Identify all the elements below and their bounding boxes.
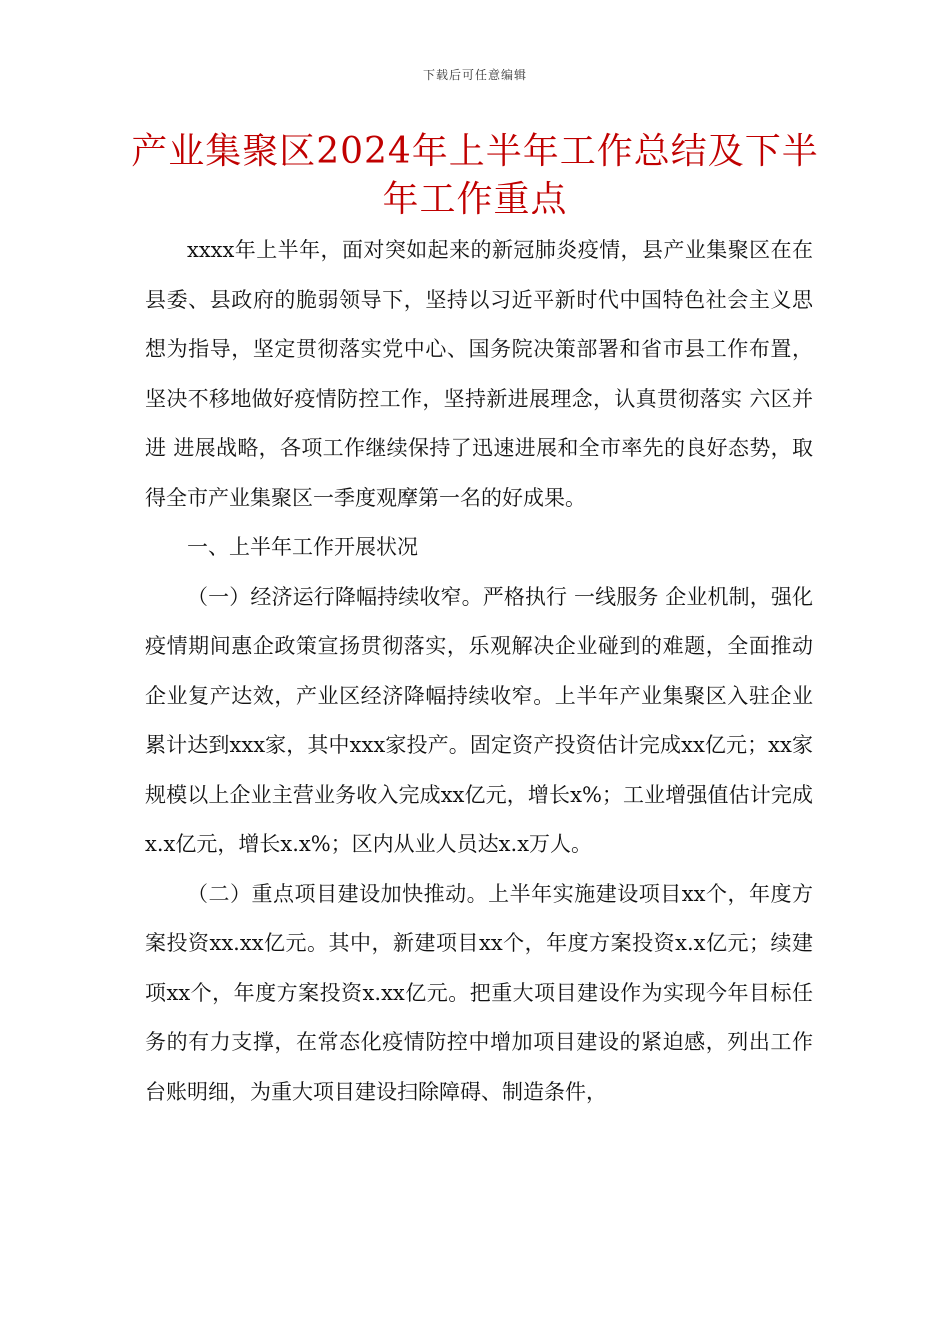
header-note: 下载后可任意编辑	[422, 68, 527, 82]
section-heading: 一、上半年工作开展状况	[187, 535, 418, 559]
title-line-2: 年工作重点	[382, 179, 568, 220]
intro-paragraph: xxxx年上半年，面对突如起来的新冠肺炎疫情，县产业集聚区在在县委、县政府的脆弱领导下，坚持以习近平新时代中国特色社会主义思想为指导，坚定贯彻落实党中心、国务院决策部署和省市县工作布置，坚决不移地做好疫情防控工作，坚持新进展理念，认真贯彻落实 六区并进 进展战略，各项工作继续保持了迅速进展和全市率先的良好态势，取得全市产业集聚区一季度观摩第一名的好成果。	[145, 238, 813, 510]
document-body	[145, 226, 813, 1117]
item-paragraph-1: （一）经济运行降幅持续收窄。严格执行 一线服务 企业机制，强化疫情期间惠企政策宣扬贯彻落实，乐观解决企业碰到的难题，全面推动企业复产达效，产业区经济降幅持续收窄。上半年产业集聚区入驻企业累计达到xxx家，其中xxx家投产。固定资产投资估计完成xx亿元；xx家规模以上企业主营业务收入完成xx亿元，增长x%；工业增强值估计完成x.x亿元，增长x.x%；区内从业人员达x.x万人。	[145, 584, 813, 856]
item-paragraph-2: （二）重点项目建设加快推动。上半年实施建设项目xx个，年度方案投资xx.xx亿元。其中，新建项目xx个，年度方案投资x.x亿元；续建项xx个，年度方案投资x.xx亿元。把重大项目建设作为实现今年目标任务的有力支撑，在常态化疫情防控中增加项目建设的紧迫感，列出工作台账明细，为重大项目建设扫除障碍、制造条件，	[145, 881, 813, 1104]
title-line-1: 产业集聚区2024年上半年工作总结及下半	[131, 131, 819, 172]
document-title	[100, 128, 850, 224]
